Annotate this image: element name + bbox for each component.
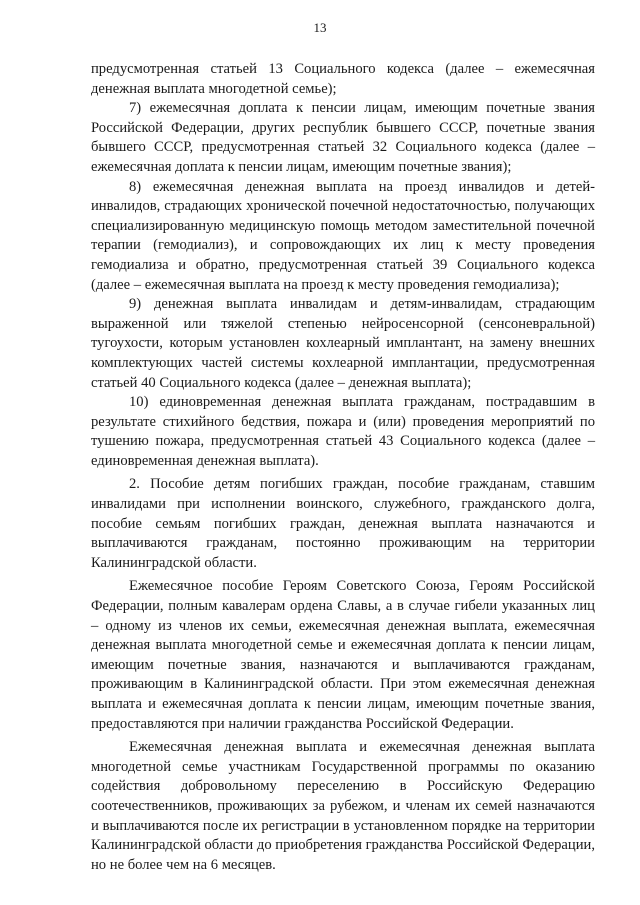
document-body — [91, 60, 595, 875]
page-number: 13 — [313, 20, 327, 35]
paragraph-item-9: 9) денежная выплата инвалидам и детям-инвалидам, страдающим выраженной или тяжелой степенью нейросенсорной (сенсоневральной) тугоухости, которым установлен кохлеарный имплантант, на замену внешних комплектующих частей системы кохлеарной имплантации, предусмотренная статьей 40 Социального кодекса (далее – денежная выплата); — [91, 296, 595, 391]
paragraph-resettlement-program: Ежемесячная денежная выплата и ежемесячная денежная выплата многодетной семье участникам Государственной программы по оказанию содействия добровольному переселению в Российскую Федерацию соотечественников, проживающих за рубежом, и членам их семей назначаются и выплачиваются после их регистрации в установленном порядке на территории Калининградской области до приобретения гражданства Российской Федерации, но не более чем на 6 месяцев. — [91, 739, 595, 873]
paragraph-item-7: 7) ежемесячная доплата к пенсии лицам, имеющим почетные звания Российской Федерации, других республик бывшего СССР, почетные звания бывшего СССР, предусмотренная статьей 32 Социального кодекса (далее – ежемесячная доплата к пенсии лицам, имеющим почетные звания); — [91, 100, 595, 175]
paragraph-heroes-allowance: Ежемесячное пособие Героям Советского Союза, Героям Российской Федерации, полным кавалерам ордена Славы, а в случае гибели указанных лиц – одному из членов их семьи, ежемесячная денежная выплата, ежемесячная денежная выплата многодетной семье и ежемесячная доплата к пенсии лицам, имеющим почетные звания, назначаются и выплачиваются гражданам, проживающим в Калининградской области. При этом ежемесячная денежная выплата и ежемесячная доплата к пенсии лицам, имеющим почетные звания, предоставляются при наличии гражданства Российской Федерации. — [91, 578, 595, 732]
paragraph-item-10: 10) единовременная денежная выплата гражданам, пострадавшим в результате стихийного бедствия, пожара и (или) проведения мероприятий по тушению пожара, предусмотренная статьей 43 Социального кодекса (далее – единовременная денежная выплата). — [91, 394, 595, 469]
paragraph-continuation: предусмотренная статьей 13 Социального кодекса (далее – ежемесячная денежная выплата многодетной семье); — [91, 61, 595, 97]
paragraph-clause-2: 2. Пособие детям погибших граждан, пособие гражданам, ставшим инвалидами при исполнении воинского, служебного, гражданского долга, пособие семьям погибших граждан, денежная выплата назначаются и выплачиваются гражданам, постоянно проживающим на территории Калининградской области. — [91, 476, 595, 571]
paragraph-item-8: 8) ежемесячная денежная выплата на проезд инвалидов и детей-инвалидов, страдающих хронической почечной недостаточностью, получающих специализированную медицинскую помощь методом заместительной почечной терапии (гемодиализ), и сопровождающих их лиц к месту проведения гемодиализа и обратно, предусмотренная статьей 39 Социального кодекса (далее – ежемесячная выплата на проезд к месту проведения гемодиализа); — [91, 178, 595, 293]
